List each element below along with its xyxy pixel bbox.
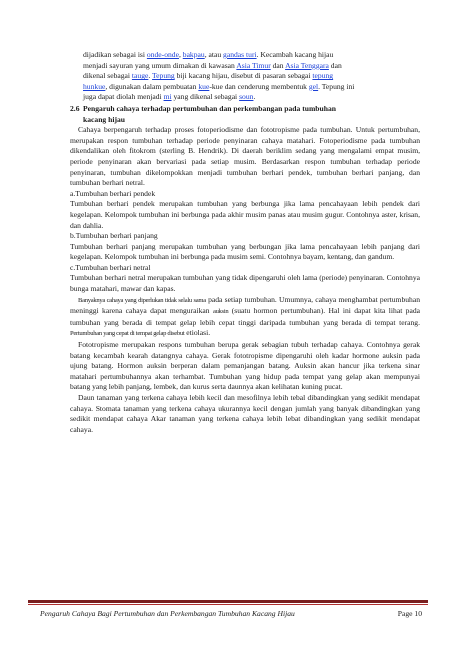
section-number: 2.6 [70,103,80,113]
page-footer [40,609,422,618]
link-bakpau[interactable]: bakpau [182,50,205,59]
subheading-hari-pendek: a.Tumbuhan berhari pendek [70,188,156,198]
section-heading [70,104,420,125]
section-title-line2: kacang hijau [83,114,125,124]
link-gandas-turi[interactable]: gandas turi [223,50,257,59]
intro-line [70,61,420,72]
text-run: juga dapat diolah menjadi [83,92,164,102]
section-title-line1: Pengaruh cahaya terhadap pertumbuhan dan perkembangan pada tumbuhan [83,103,336,113]
link-soun[interactable]: soun [239,92,254,102]
text-run: menjadi sayuran yang umum dimakan di kawasan [83,60,237,70]
link-kue[interactable]: kue [198,81,210,91]
text-run: , digunakan dalam pembuatan [105,81,199,91]
paragraph-daun: Daun tanaman yang terkena cahaya lebih kecil dan mesofilnya lebih tebal dibandingkan yang sedikit mendapat cahaya. Stomata tanaman yang terkena cahaya ukurannya kecil dengan jumlah yang banyak dibandingkan yang sedikit mendapat cahaya Akar tanaman yang terkena cahaya lebih lebat dibandingkan yang sedikit mendapat cahaya. [70,393,420,434]
paragraph-fototropisme: Fototropisme merupakan respons tumbuhan berupa gerak sebagian tubuh terhadap cahaya. Contohnya gerak batang kecambah kearah datangnya cahaya. Gerak fototropisme dipengaruhi oleh kadar hormone auksin pada ujung batang. Hormon auksin berperan dalam pemanjangan batang. Auksin akan hancur jika terkena sinar matahari pertumbuhannya akan terhambat. Tumbuhan yang hidup pada tempat yang gelap akan mempunyai batang yang lebih panjang, lembek, dan kurus serta daunnya akan kelihatan kuning pucat. [70,340,420,392]
link-asia-tenggara[interactable]: Asia Tenggara [285,60,329,70]
link-tepung[interactable]: Tepung [152,71,175,81]
text-run: Banyaknya cahaya yang diperlukan tidak selalu sama [78,296,206,304]
paragraph-hari-pendek: Tumbuhan berhari pendek merupakan tumbuhan yang berbunga jika lama pencahayaan lebih pendek dari kegelapan. Kelompok tumbuhan ini berbunga pada akhir musim panas atau musim gugur. Contohnya aster, krisan, dan dahlia. [70,199,420,230]
link-gel[interactable]: gel [308,81,319,91]
text-run: , atau [204,50,224,59]
paragraph-hari-netral: Tumbuhan berhari netral merupakan tumbuhan yang tidak dipengaruhi oleh lama (periode) penyinaran. Contohnya bunga matahari, mawar dan kapas. [70,273,420,294]
text-run: dan [328,60,342,70]
text-run: . Kecambah kacang hijau [256,50,334,59]
paragraph-cahaya-auksin [70,295,420,340]
text-run: dijadikan sebagai isi [83,50,147,59]
text-run: etiolasi. [184,328,211,338]
paragraph-hari-panjang: Tumbuhan berhari panjang merupakan tumbuhan yang berbungan jika lama pencahayaan lebih panjang dari kegelapan. Kelompok tumbuhan ini berbunga pada musim semi. Contohnya bayam, kentang, dan gandum. [70,241,420,262]
subheading-hari-panjang: b.Tumbuhan berhari panjang [70,231,158,241]
footer-title: Pengaruh Cahaya Bagi Pertumbuhan dan Perkembangan Tumbuhan Kacang Hijau [40,609,295,618]
text-run: dikenal sebagai [83,71,132,81]
intro-line [70,71,420,82]
text-run: -kue dan cenderung membentuk [209,81,309,91]
link-mi[interactable]: mi [163,92,172,102]
text-run: dan [270,60,286,70]
text-run: yang dikenal sebagai [171,92,240,102]
intro-line [70,92,420,103]
link-tepung-hunkue-part1[interactable]: tepung [312,71,334,81]
section-title [83,104,420,125]
text-run: biji kacang hijau, disebut di pasaran sebagai [174,71,313,81]
page-number: Page 10 [397,609,422,618]
intro-line [70,82,420,93]
text-run: (suatu hormon pertumbuhan). Hal ini dapat kita lihat pada tumbuhan yang berada di tempat gelap lebih cepat tinggi daripada tumbuhan yang berada di tempat terang. [70,306,421,327]
footer-divider [28,600,428,603]
text-run: pada setiap tumbuhan. Umumnya, cahaya menghambat pertumbuhan meninggi karena cahaya dapat menguraikan [70,294,420,316]
link-tepung-hunkue-part2[interactable]: hunkue [83,81,106,91]
link-onde-onde[interactable]: onde-onde [146,50,179,59]
link-tauge[interactable]: tauge [131,71,149,81]
text-run: Pertumbuhan yang cepat di tempat gelap disebut [70,330,185,338]
page-content [70,50,420,435]
paragraph-fotoperiodisme: Cahaya berpengaruh terhadap proses fotoperiodisme dan fototropisme pada tumbuhan. Untuk pertumbuhan, merupakan respon tumbuhan terhadap periode penyinaran cahaya matahari. Fotoperiodisme pada tumbuhan dikendalikan oleh fitokrom (sterling B. Hendrik). Di daerah beriklim sedang yang mengalami empat musim, periode penyinaran akan bervariasi pada setiap musim. Berdasarkan respon tumbuhan terhadap periode penyinaran, tumbuhan dikelompokkan menjadi tumbuhan berhari pendek, tumbuhan berhari panjang, dan tumbuhan berhari netral. [70,125,420,188]
text-run: . Tepung ini [318,81,355,91]
subheading-hari-netral: c.Tumbuhan berhari netral [70,262,151,272]
footer-divider-thin [28,604,428,605]
text-run: , [178,50,183,59]
text-run: auksin [212,308,229,316]
intro-line [70,50,420,61]
text-run: . [148,71,153,81]
link-asia-timur[interactable]: Asia Timur [236,60,271,70]
text-run: . [253,92,256,102]
